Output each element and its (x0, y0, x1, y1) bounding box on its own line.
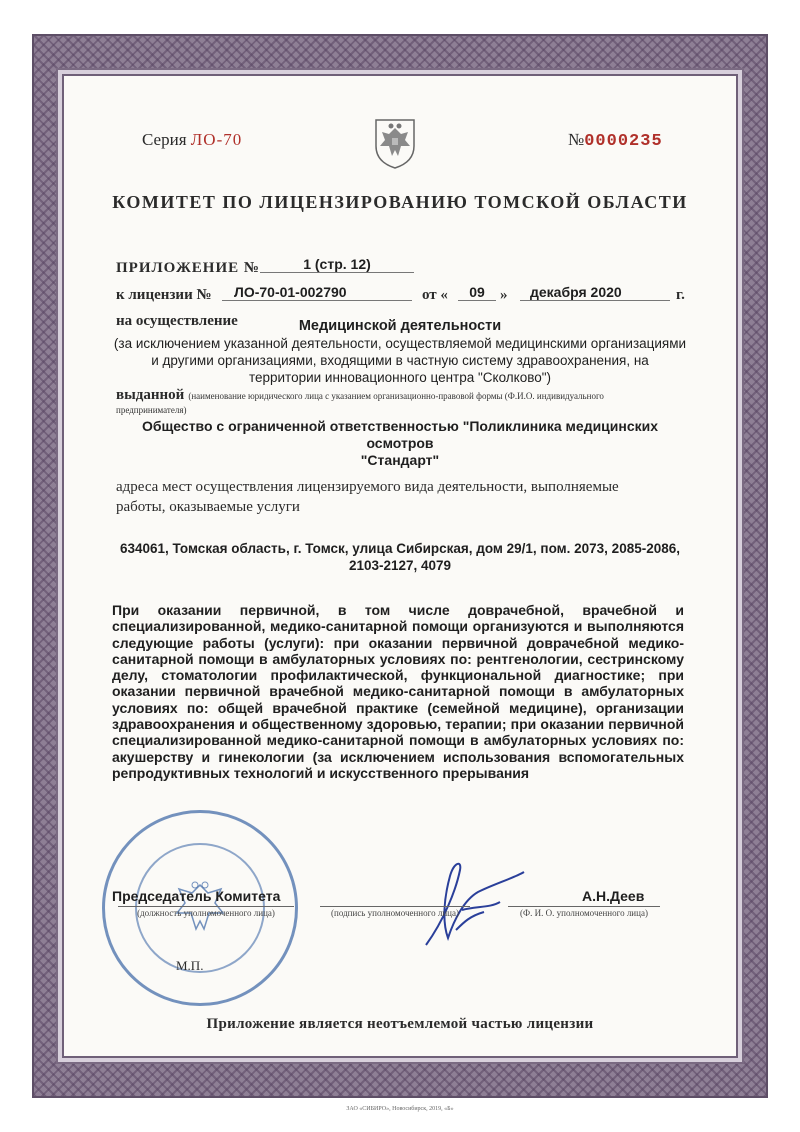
issued-block (116, 388, 696, 417)
address-line-1: 634061, Томская область, г. Томск, улица Сибирская, дом 29/1, пом. 2073, 2085-2086, (119, 541, 680, 556)
appendix-label: ПРИЛОЖЕНИЕ № (116, 260, 260, 276)
license-label: к лицензии № (116, 287, 212, 303)
license-close-quote: » (500, 287, 508, 303)
activity-line-2: и другими организациями, входящими в частную систему здравоохранения, на (151, 353, 649, 368)
signature-caption: (подпись уполномоченного лица) (320, 906, 470, 918)
addresses-label-line-1: адреса мест осуществления лицензируемого вида деятельности, выполняемые (116, 479, 619, 495)
series-label: Серия (142, 130, 187, 149)
address-line-2: 2103-2127, 4079 (348, 558, 452, 573)
activity-line-1: (за исключением указанной деятельности, осуществляемой медицинскими организациями (113, 336, 687, 351)
license-month-year: декабря 2020 (520, 284, 670, 301)
addresses-value (112, 540, 688, 574)
activity-title: Медицинской деятельности (298, 318, 502, 334)
footer-note: Приложение является неотъемлемой частью лицензии (206, 1016, 594, 1032)
coat-of-arms-icon (370, 112, 420, 170)
number-value: 0000235 (584, 132, 663, 151)
number-label: № (568, 130, 585, 149)
appendix-value: 1 (стр. 12) (260, 256, 414, 273)
license-number: ЛО-70-01-002790 (222, 284, 412, 301)
license-year-suffix: г. (676, 287, 685, 303)
services-text: При оказании первичной, в том числе доврачебной, врачебной и специализированной, медико-санитарной помощи организуются и выполняются следующие работы (услуги): при оказании первичной доврачебной медико-санитарной помощи в амбулаторных условиях по: рентгенологии, сестринскому делу, стоматологии профилактической, функциональной диагностике; при оказании первичной врачебной медико-санитарной помощи в амбулаторных условиях по: общей врачебной практике (семейной медицине), организации здравоохранения и общественному здоровью, терапии; при оказании первичной специализированной медико-санитарной помощи в амбулаторных условиях по: акушерству и гинекологии (за исключением использования вспомогательных репродуктивных технологий и искусственного прерывания (112, 602, 684, 781)
signer-name: А.Н.Деев (582, 888, 645, 904)
form-number (568, 130, 663, 151)
issued-hint: (наименование юридического лица с указанием организационно-правовой формы (Ф.И.О. индивидуального (188, 391, 604, 401)
addresses-label (116, 477, 696, 517)
handwritten-signature (404, 850, 534, 960)
issued-label: выданной (116, 387, 185, 403)
signer-position: Председатель Комитета (112, 888, 281, 904)
name-caption: (Ф. И. О. уполномоченного лица) (508, 906, 660, 918)
organization-name (112, 418, 688, 469)
document-title: КОМИТЕТ ПО ЛИЦЕНЗИРОВАНИЮ ТОМСКОЙ ОБЛАСТИ (112, 192, 688, 212)
organization-line-2: "Стандарт" (360, 452, 440, 468)
license-from-label: от « (422, 287, 448, 303)
activity-scope (112, 335, 688, 386)
seal-place: М.П. (176, 958, 204, 973)
activity-line-3: территории инновационного центра "Сколково") (248, 370, 552, 385)
activity-label: на осуществление (116, 313, 238, 329)
printer-imprint: ЗАО «СИБИРО», Новосибирск, 2019, «Б» (346, 1106, 454, 1112)
organization-line-1: Общество с ограниченной ответственностью "Поликлиника медицинских осмотров (141, 418, 659, 451)
position-caption: (должность уполномоченного лица) (118, 906, 294, 918)
issued-hint-2: предпринимателя) (116, 405, 187, 415)
addresses-label-line-2: работы, оказываемые услуги (116, 499, 300, 515)
license-day: 09 (458, 284, 496, 301)
series-value: ЛО-70 (190, 130, 243, 149)
series (142, 130, 242, 150)
